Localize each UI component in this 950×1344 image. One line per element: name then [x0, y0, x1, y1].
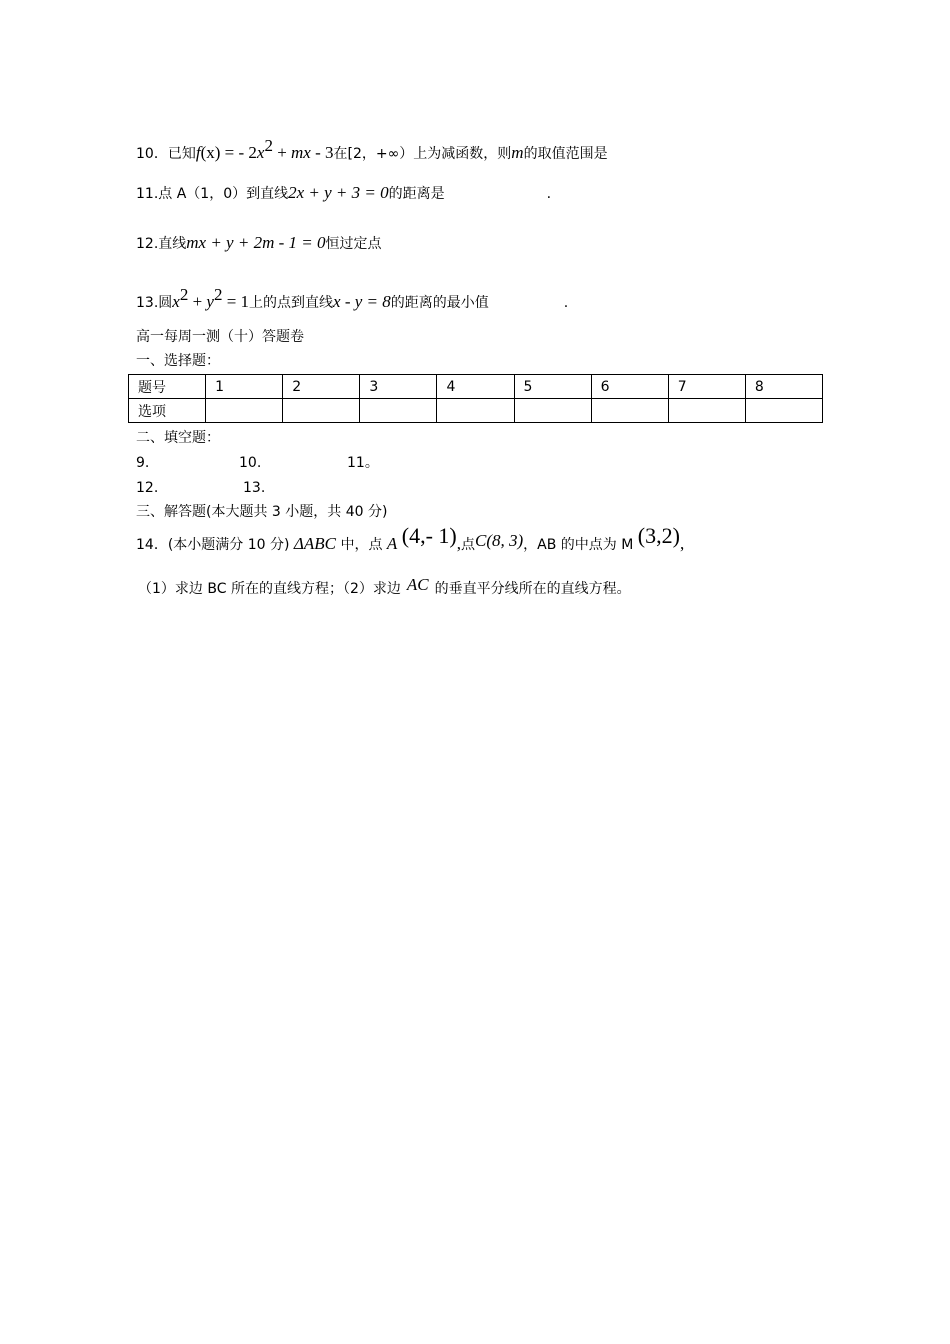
question-14: [136, 523, 685, 555]
q14-mid2: ，AB 的中点为 M: [523, 537, 634, 553]
q11-end: .: [546, 186, 552, 202]
q10-arg: (x): [200, 143, 221, 162]
q14-prefix: 14．(本小题满分 10 分): [136, 537, 290, 553]
answer-cell[interactable]: [668, 399, 745, 423]
question-13: [136, 285, 568, 313]
table-cell: 选项: [129, 399, 206, 423]
q12-prefix: 12.直线: [136, 236, 187, 252]
q10-suffix: 的取值范围是: [523, 146, 608, 162]
section-solve-heading: 三、解答题(本大题共 3 小题，共 40 分): [136, 504, 388, 520]
q14-mid1: 中，点: [336, 537, 387, 553]
choice-answer-table: [128, 374, 823, 423]
q13-line: x - y = 8: [333, 292, 391, 311]
q13-plus: +: [188, 292, 207, 311]
q13-x: x: [172, 292, 180, 311]
q10-eq: = - 2: [220, 143, 257, 162]
q10-minus: - 3: [310, 143, 334, 162]
fill-label-13: 13.: [243, 480, 266, 496]
table-cell: 7: [668, 375, 745, 399]
q14-a-coord: (4,- 1): [401, 523, 457, 548]
q10-x: x: [256, 143, 265, 162]
table-row: [129, 375, 823, 399]
answer-cell[interactable]: [745, 399, 822, 423]
q13-y: y: [206, 292, 214, 311]
q13-mid: 上的点到直线: [249, 295, 334, 311]
section-choice-heading: 一、选择题：: [136, 353, 220, 369]
fill-row-1: [136, 453, 379, 473]
q11-prefix: 11.点 A（1，0）到直线: [136, 186, 289, 202]
table-cell: 5: [514, 375, 591, 399]
table-row: [129, 399, 823, 423]
q13-end: .: [563, 295, 569, 311]
table-cell: 8: [745, 375, 822, 399]
table-cell: 1: [206, 375, 283, 399]
table-cell: 6: [591, 375, 668, 399]
q11-math: 2x + y + 3 = 0: [288, 183, 389, 202]
fill-row-2: [136, 478, 265, 498]
q13-suffix: 的距离的最小值: [390, 295, 489, 311]
q11-suffix: 的距离是: [388, 186, 445, 202]
fill-label-10: 10.: [239, 455, 262, 471]
q10-sq: 2: [264, 136, 273, 155]
q13-eq: = 1: [222, 292, 250, 311]
q12-suffix: 恒过定点: [325, 236, 382, 252]
q10-mx: mx: [291, 143, 311, 162]
question-10: [136, 136, 608, 164]
question-14-subparts: [138, 575, 631, 599]
table-cell: 2: [283, 375, 360, 399]
answer-cell[interactable]: [360, 399, 437, 423]
question-12: [136, 233, 382, 254]
q14-dian: 点: [460, 537, 475, 553]
q13-sq2: 2: [213, 285, 223, 304]
q14-point-a: A: [386, 534, 398, 553]
table-cell: 题号: [129, 375, 206, 399]
fill-label-9: 9.: [136, 455, 150, 471]
q14-ac: AC: [406, 575, 429, 594]
question-11: [136, 183, 551, 204]
table-cell: 4: [437, 375, 514, 399]
q13-prefix: 13.圆: [136, 295, 173, 311]
q14-sub-end: 的垂直平分线所在的直线方程。: [434, 581, 631, 597]
answer-sheet-title: 高一每周一测（十）答题卷: [136, 329, 304, 345]
answer-cell[interactable]: [283, 399, 360, 423]
answer-cell[interactable]: [591, 399, 668, 423]
q10-plus: +: [272, 143, 292, 162]
fill-label-11: 11。: [347, 455, 379, 471]
q13-sq1: 2: [179, 285, 189, 304]
q14-m-coord: (3,2): [637, 523, 680, 548]
q14-comma2: ,: [679, 534, 685, 553]
q14-comma1: ,: [456, 534, 461, 553]
q10-prefix: 10．已知: [136, 146, 196, 162]
q10-mid: 在[2，+∞）上为减函数，则: [333, 146, 512, 162]
answer-cell[interactable]: [206, 399, 283, 423]
fill-label-12: 12.: [136, 480, 159, 496]
q14-triangle: ΔABC: [293, 534, 336, 553]
q10-m: m: [511, 143, 524, 162]
q10-func: f: [195, 143, 201, 162]
table-cell: 3: [360, 375, 437, 399]
q14-point-c: C(8, 3): [474, 531, 524, 550]
answer-cell[interactable]: [514, 399, 591, 423]
answer-cell[interactable]: [437, 399, 514, 423]
section-fill-heading: 二、填空题：: [136, 430, 220, 446]
q12-math: mx + y + 2m - 1 = 0: [186, 233, 326, 252]
q14-sub: （1）求边 BC 所在的直线方程；（2）求边: [138, 581, 401, 597]
